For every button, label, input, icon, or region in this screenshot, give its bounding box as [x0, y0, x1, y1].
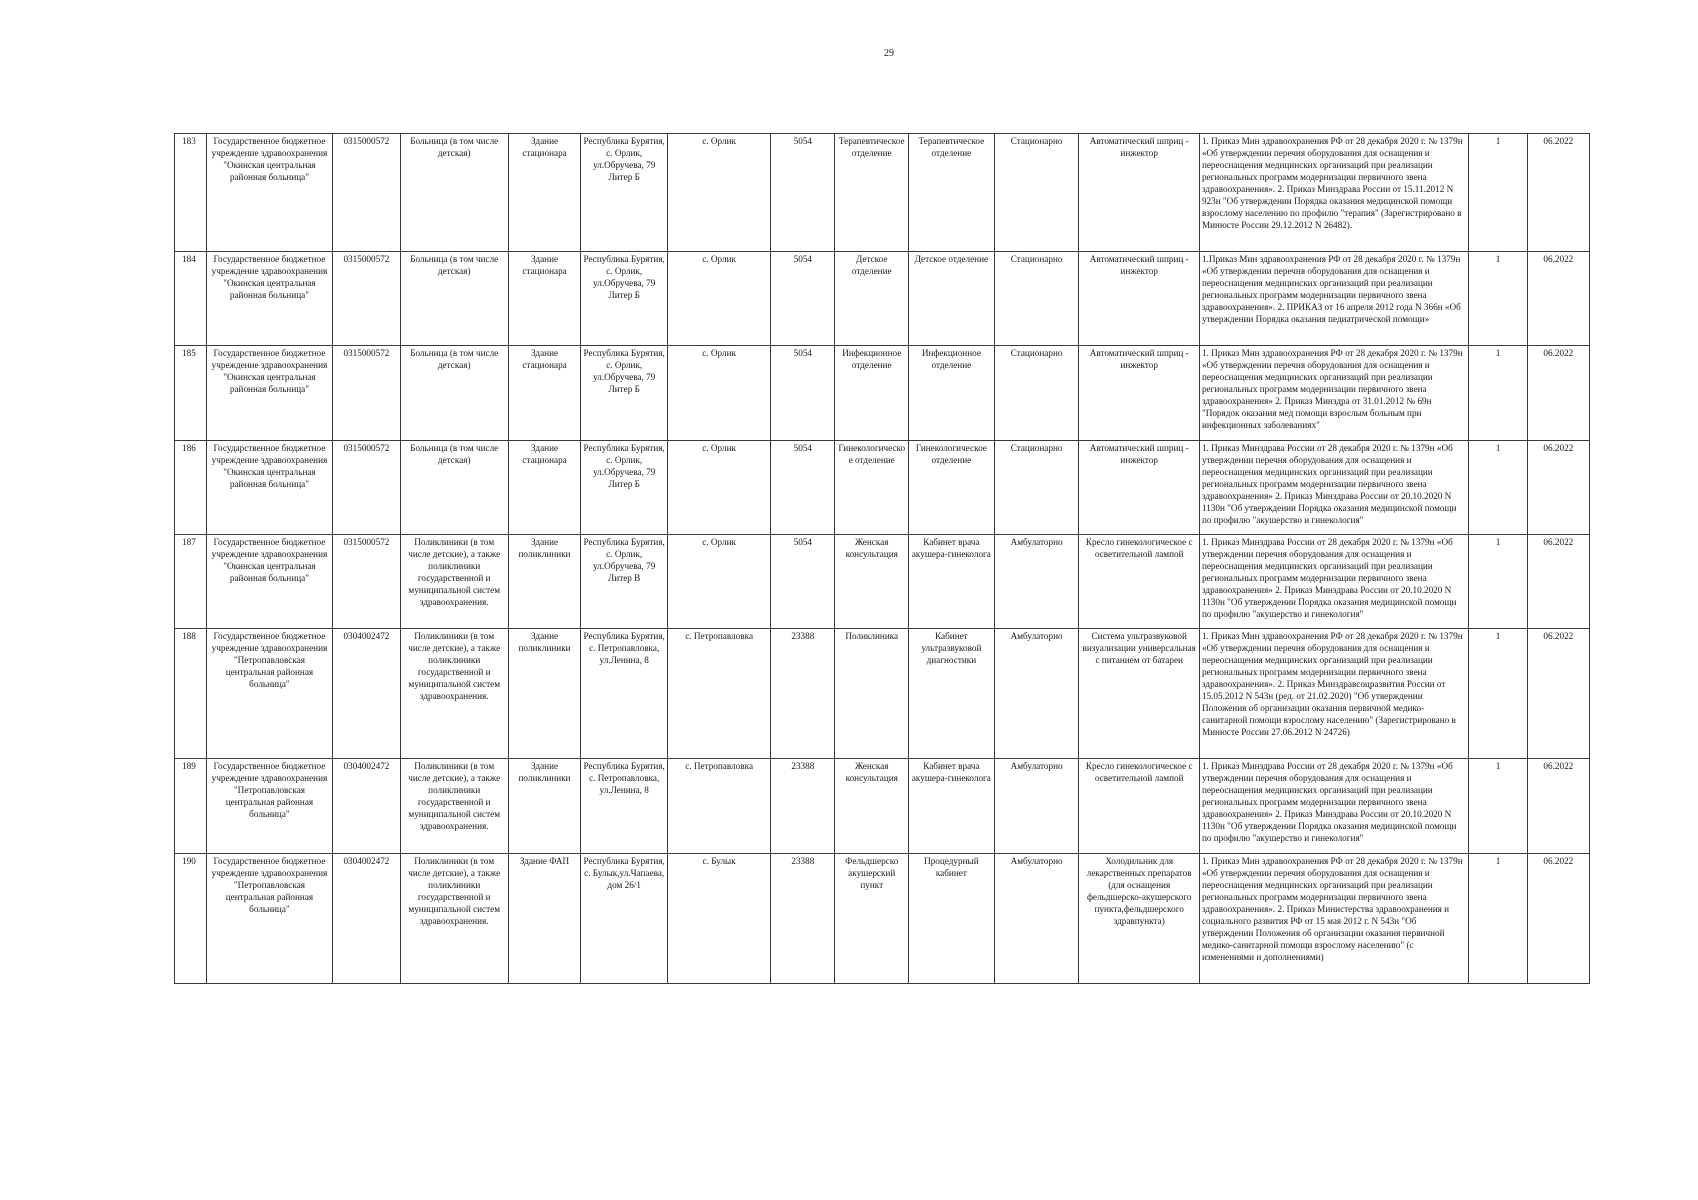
equipment-name: Автоматический шприц - инжектор [1079, 252, 1199, 346]
building-name: Здание стационара [508, 134, 580, 252]
address: Республика Бурятия, с. Орлик, ул.Обручева, 79 Литер В [581, 535, 668, 629]
unit: Детское отделение [908, 252, 994, 346]
organization-code: 0304002472 [333, 759, 400, 854]
care-form: Амбулаторно [994, 535, 1079, 629]
legal-basis: 1.Приказ Мин здравоохранения РФ от 28 декабря 2020 г. № 1379н «Об утверждении перечня оборудования для оснащения и переоснащения медицинских организаций при реализации региональных программ модернизации первичного звена здравоохранения». 2. ПРИКАЗ от 16 апреля 2012 года N 366н «Об утверждении Порядка оказания педиатрической помощи» [1199, 252, 1469, 346]
legal-basis: 1. Приказ Мин здравоохранения РФ от 28 декабря 2020 г. № 1379н «Об утверждении перечня оборудования для оснащения и переоснащения медицинских организаций при реализации региональных программ модернизации первичного звена здравоохранения». 2. Приказ Министерства здравоохранения и социального развития РФ от 15 мая 2012 г. N 543н "Об утверждении Положения об организации оказания первичной медико-санитарной помощи взрослому населению" (с изменениями и дополнениями) [1199, 854, 1469, 984]
legal-basis: 1. Приказ Мин здравоохранения РФ от 28 декабря 2020 г. № 1379н «Об утверждении перечня оборудования для оснащения и переоснащения медицинских организаций при реализации региональных программ модернизации первичного звена здравоохранения». 2. Приказ Минздравсоцразвития России от 15.05.2012 N 543н (ред. от 21.02.2020) "Об утверждении Положения об организации оказания первичной медико-санитарной помощи взрослому населению" (Зарегистрировано в Минюсте России 27.06.2012 N 24726) [1199, 629, 1469, 759]
population: 5054 [771, 535, 835, 629]
equipment-name: Холодильник для лекарственных препаратов (для оснащения фельдшерско-акушерского пункта,фельдшерского здравпункта) [1079, 854, 1199, 984]
table-row [175, 759, 1590, 854]
quantity: 1 [1469, 441, 1527, 535]
unit: Гинекологическое отделение [908, 441, 994, 535]
address: Республика Бурятия, с. Орлик, ул.Обручева, 79 Литер Б [581, 252, 668, 346]
population: 5054 [771, 441, 835, 535]
organization-code: 0315000572 [333, 346, 400, 441]
facility-type: Больница (в том числе детская) [400, 441, 508, 535]
building-name: Здание поликлиники [508, 629, 580, 759]
building-name: Здание ФАП [508, 854, 580, 984]
settlement: с. Булык [668, 854, 771, 984]
care-form: Стационарно [994, 346, 1079, 441]
quantity: 1 [1469, 629, 1527, 759]
table-row [175, 629, 1590, 759]
legal-basis: 1. Приказ Минздрава России от 28 декабря 2020 г. № 1379н «Об утверждении перечня оборудования для оснащения и переоснащения медицинских организаций при реализации региональных программ модернизации первичного звена здравоохранения» 2. Приказ Минздрава России от 20.10.2020 N 1130н "Об утверждении Порядка оказания медицинской помощи по профилю "акушерство и гинекология" [1199, 759, 1469, 854]
row-number: 183 [175, 134, 207, 252]
delivery-date: 06.2022 [1527, 134, 1589, 252]
population: 23388 [771, 629, 835, 759]
population: 23388 [771, 759, 835, 854]
organization-name: Государственное бюджетное учреждение здравоохранения "Окинская центральная районная больница" [206, 535, 333, 629]
settlement: с. Орлик [668, 441, 771, 535]
department: Гинекологическое отделение [835, 441, 909, 535]
facility-type: Больница (в том числе детская) [400, 346, 508, 441]
equipment-name: Автоматический шприц - инжектор [1079, 441, 1199, 535]
unit: Процедурный кабинет [908, 854, 994, 984]
settlement: с. Петропавловка [668, 759, 771, 854]
table-body [175, 134, 1590, 984]
organization-name: Государственное бюджетное учреждение здравоохранения "Окинская центральная районная больница" [206, 134, 333, 252]
row-number: 184 [175, 252, 207, 346]
quantity: 1 [1469, 134, 1527, 252]
building-name: Здание поликлиники [508, 535, 580, 629]
facility-type: Поликлиники (в том числе детские), а также поликлиники государственной и муниципальной систем здравоохранения. [400, 535, 508, 629]
care-form: Амбулаторно [994, 629, 1079, 759]
department: Фельдшерско акушерский пункт [835, 854, 909, 984]
organization-code: 0315000572 [333, 535, 400, 629]
unit: Кабинет ультразвуковой диагностики [908, 629, 994, 759]
delivery-date: 06.2022 [1527, 346, 1589, 441]
row-number: 185 [175, 346, 207, 441]
building-name: Здание поликлиники [508, 759, 580, 854]
care-form: Амбулаторно [994, 759, 1079, 854]
row-number: 189 [175, 759, 207, 854]
quantity: 1 [1469, 759, 1527, 854]
delivery-date: 06.2022 [1527, 759, 1589, 854]
equipment-name: Автоматический шприц - инжектор [1079, 346, 1199, 441]
organization-code: 0315000572 [333, 252, 400, 346]
table-row [175, 252, 1590, 346]
table-row [175, 134, 1590, 252]
row-number: 190 [175, 854, 207, 984]
equipment-registry-table [174, 133, 1590, 984]
population: 5054 [771, 134, 835, 252]
table-row [175, 535, 1590, 629]
page-number: 29 [884, 48, 894, 59]
organization-name: Государственное бюджетное учреждение здравоохранения "Окинская центральная районная больница" [206, 346, 333, 441]
equipment-name: Кресло гинекологическое с осветительной лампой [1079, 535, 1199, 629]
organization-name: Государственное бюджетное учреждение здравоохранения "Петропавловская центральная районная больница" [206, 759, 333, 854]
care-form: Стационарно [994, 441, 1079, 535]
unit: Кабинет врача акушера-гинеколога [908, 535, 994, 629]
delivery-date: 06.2022 [1527, 854, 1589, 984]
address: Республика Бурятия, с. Орлик, ул.Обручева, 79 Литер Б [581, 346, 668, 441]
department: Детское отделение [835, 252, 909, 346]
department: Женская консультация [835, 759, 909, 854]
unit: Инфекционное отделение [908, 346, 994, 441]
settlement: с. Орлик [668, 346, 771, 441]
unit: Кабинет врача акушера-гинеколога [908, 759, 994, 854]
facility-type: Больница (в том числе детская) [400, 134, 508, 252]
delivery-date: 06.2022 [1527, 252, 1589, 346]
address: Республика Бурятия, с. Орлик, ул.Обручева, 79 Литер Б [581, 441, 668, 535]
facility-type: Поликлиники (в том числе детские), а также поликлиники государственной и муниципальной систем здравоохранения. [400, 629, 508, 759]
unit: Терапевтическое отделение [908, 134, 994, 252]
department: Женская консультация [835, 535, 909, 629]
department: Инфекционное отделение [835, 346, 909, 441]
quantity: 1 [1469, 346, 1527, 441]
organization-code: 0304002472 [333, 629, 400, 759]
equipment-name: Кресло гинекологическое с осветительной лампой [1079, 759, 1199, 854]
population: 23388 [771, 854, 835, 984]
legal-basis: 1. Приказ Мин здравоохранения РФ от 28 декабря 2020 г. № 1379н «Об утверждении перечня оборудования для оснащения и переоснащения медицинских организаций при реализации региональных программ модернизации первичного звена здравоохранения». 2. Приказ Минздрава России от 15.11.2012 N 923н "Об утверждении Порядка оказания медицинской помощи взрослому населению по профилю "терапия" (Зарегистрировано в Минюсте России 29.12.2012 N 26482). [1199, 134, 1469, 252]
building-name: Здание стационара [508, 441, 580, 535]
settlement: с. Орлик [668, 535, 771, 629]
settlement: с. Петропавловка [668, 629, 771, 759]
organization-name: Государственное бюджетное учреждение здравоохранения "Петропавловская центральная районная больница" [206, 629, 333, 759]
care-form: Стационарно [994, 252, 1079, 346]
address: Республика Бурятия, с. Петропавловка, ул.Ленина, 8 [581, 759, 668, 854]
organization-name: Государственное бюджетное учреждение здравоохранения "Окинская центральная районная больница" [206, 441, 333, 535]
building-name: Здание стационара [508, 252, 580, 346]
delivery-date: 06.2022 [1527, 535, 1589, 629]
facility-type: Поликлиники (в том числе детские), а также поликлиники государственной и муниципальной систем здравоохранения. [400, 854, 508, 984]
organization-name: Государственное бюджетное учреждение здравоохранения "Окинская центральная районная больница" [206, 252, 333, 346]
facility-type: Больница (в том числе детская) [400, 252, 508, 346]
building-name: Здание стационара [508, 346, 580, 441]
legal-basis: 1. Приказ Минздрава России от 28 декабря 2020 г. № 1379н «Об утверждении перечня оборудования для оснащения и переоснащения медицинских организаций при реализации региональных программ модернизации первичного звена здравоохранения» 2. Приказ Минздрава России от 20.10.2020 N 1130н "Об утверждении Порядка оказания медицинской помощи по профилю "акушерство и гинекология" [1199, 535, 1469, 629]
care-form: Стационарно [994, 134, 1079, 252]
department: Поликлиника [835, 629, 909, 759]
care-form: Амбулаторно [994, 854, 1079, 984]
quantity: 1 [1469, 535, 1527, 629]
organization-code: 0315000572 [333, 134, 400, 252]
table-row [175, 441, 1590, 535]
settlement: с. Орлик [668, 252, 771, 346]
population: 5054 [771, 252, 835, 346]
delivery-date: 06.2022 [1527, 441, 1589, 535]
table-row [175, 854, 1590, 984]
address: Республика Бурятия, с. Булык,ул.Чапаева, дом 26/1 [581, 854, 668, 984]
address: Республика Бурятия, с. Орлик, ул.Обручева, 79 Литер Б [581, 134, 668, 252]
row-number: 188 [175, 629, 207, 759]
organization-code: 0315000572 [333, 441, 400, 535]
legal-basis: 1. Приказ Минздрава России от 28 декабря 2020 г. № 1379н «Об утверждении перечня оборудования для оснащения и переоснащения медицинских организаций при реализации региональных программ модернизации первичного звена здравоохранения» 2. Приказ Минздрава России от 20.10.2020 N 1130н "Об утверждении Порядка оказания медицинской помощи по профилю "акушерство и гинекология" [1199, 441, 1469, 535]
row-number: 187 [175, 535, 207, 629]
organization-name: Государственное бюджетное учреждение здравоохранения "Петропавловская центральная районная больница" [206, 854, 333, 984]
equipment-name: Автоматический шприц - инжектор [1079, 134, 1199, 252]
legal-basis: 1. Приказ Мин здравоохранения РФ от 28 декабря 2020 г. № 1379н «Об утверждении перечня оборудования для оснащения и переоснащения медицинских организаций при реализации региональных программ модернизации первичного звена здравоохранения» 2. Приказ Минздра от 31.01.2012 № 69н "Порядок оказания мед помощи взрослым больным при инфекционных заболеваниях" [1199, 346, 1469, 441]
table-row [175, 346, 1590, 441]
equipment-name: Система ультразвуковой визуализации универсальная с питанием от батареи [1079, 629, 1199, 759]
organization-code: 0304002472 [333, 854, 400, 984]
facility-type: Поликлиники (в том числе детские), а также поликлиники государственной и муниципальной систем здравоохранения. [400, 759, 508, 854]
settlement: с. Орлик [668, 134, 771, 252]
department: Терапевтическое отделение [835, 134, 909, 252]
delivery-date: 06.2022 [1527, 629, 1589, 759]
row-number: 186 [175, 441, 207, 535]
quantity: 1 [1469, 854, 1527, 984]
population: 5054 [771, 346, 835, 441]
quantity: 1 [1469, 252, 1527, 346]
address: Республика Бурятия, с. Петропавловка, ул.Ленина, 8 [581, 629, 668, 759]
